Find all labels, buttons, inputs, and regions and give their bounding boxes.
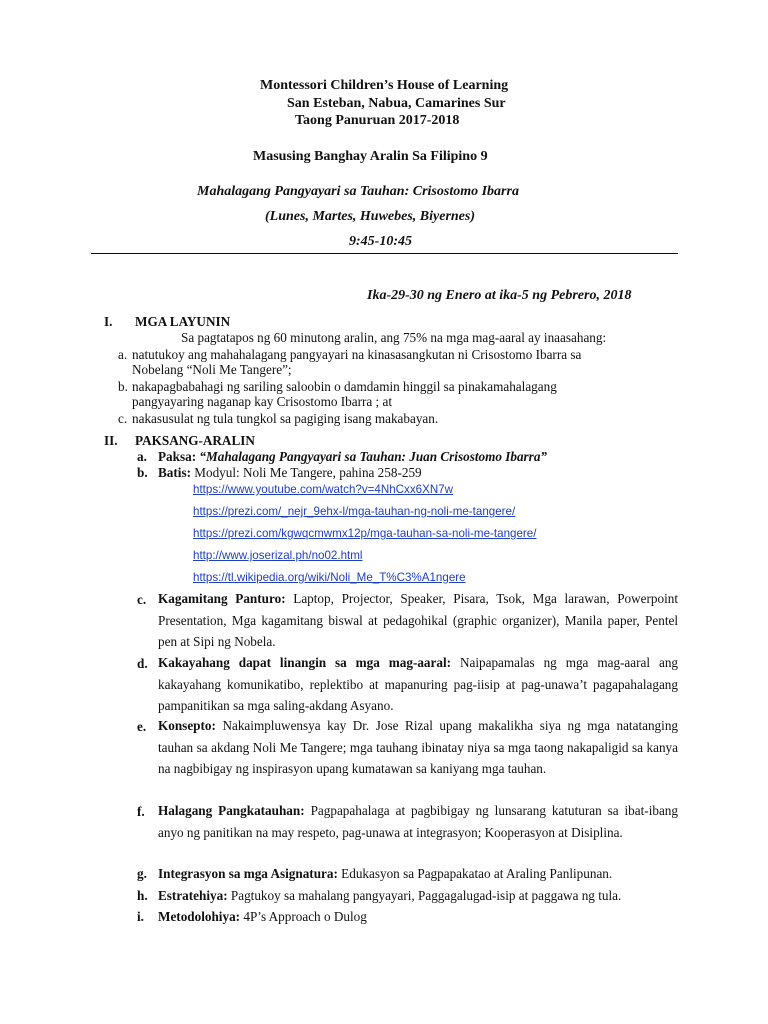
metodolohiya-row <box>158 909 367 925</box>
kagamitan-value: Laptop, Projector, Speaker, Pisara, Tsok, Mga larawan, Powerpoint Presentation, Mga kagamitang biswal at pedagohikal (graphic organizer), Manila paper, Pentel pen at Sipi ng Nobela. <box>158 591 679 649</box>
estratehiya-key: Estratehiya: <box>158 888 228 903</box>
integrasyon-label: g. <box>137 866 147 881</box>
section2-number: II. <box>104 433 118 448</box>
link-prezi-tauhan-sa-noli[interactable]: https://prezi.com/kgwqcmwmx12p/mga-tauhan-sa-noli-me-tangere/ <box>193 527 537 540</box>
section1-title: MGA LAYUNIN <box>135 314 231 329</box>
objective-c-label: c. <box>118 411 128 426</box>
plan-title: Masusing Banghay Aralin Sa Filipino 9 <box>253 149 488 164</box>
estratehiya-row <box>158 888 621 904</box>
section1-number: I. <box>104 314 113 329</box>
objective-a-line1: natutukoy ang mahahalagang pangyayari na kinasasangkutan ni Crisostomo Ibarra sa <box>132 347 582 362</box>
lesson-days: (Lunes, Martes, Huwebes, Biyernes) <box>265 209 475 224</box>
paksa-label: a. <box>137 449 147 464</box>
halaga-key: Halagang Pangkatauhan: <box>158 803 305 818</box>
kakayahan-label: d. <box>137 656 148 671</box>
integrasyon-row <box>158 866 612 882</box>
kagamitan-label: c. <box>137 592 147 607</box>
objective-b-line1: nakapagbabahagi ng sariling saloobin o damdamin hinggil sa pinakamahalagang <box>132 379 557 394</box>
metodolohiya-key: Metodolohiya: <box>158 909 241 924</box>
paksa-key: Paksa: <box>158 449 197 464</box>
link-joserizal[interactable]: http://www.joserizal.ph/no02.html <box>193 549 363 562</box>
header-divider <box>91 253 678 254</box>
lesson-time: 9:45-10:45 <box>349 234 412 249</box>
kakayahan-key: Kakayahang dapat linangin sa mga mag-aaral: <box>158 655 452 670</box>
objective-c-line1: nakasusulat ng tula tungkol sa pagiging isang makabayan. <box>132 411 439 426</box>
batis-key: Batis: <box>158 465 191 480</box>
konsepto-key: Konsepto: <box>158 718 216 733</box>
halaga-value: Pagpapahalaga at pagbibigay ng lunsarang katuturan sa ibat-ibang anyo ng panitikan na may respeto, pag-unawa at integrasyon; Kooperasyon at Disiplina. <box>158 803 678 840</box>
school-year: Taong Panuruan 2017-2018 <box>295 113 460 128</box>
section2-title: PAKSANG-ARALIN <box>135 433 255 448</box>
objective-b-label: b. <box>118 379 128 394</box>
estratehiya-value: Pagtukoy sa mahalang pangyayari, Paggagalugad-isip at paggawa ng tula. <box>230 888 622 903</box>
kakayahan-value: Naipapamalas ng mga mag-aaral ang kakayahang komunikatibo, replektibo at mapanuring pag-iisip at pag-unawa’t pagapahalagang pampanitikan sa mga saling-akdang Asyano. <box>158 655 679 713</box>
link-prezi-tauhan-ng-noli[interactable]: https://prezi.com/_nejr_9ehx-l/mga-tauhan-ng-noli-me-tangere/ <box>193 505 516 518</box>
paksa-row <box>158 449 547 465</box>
integrasyon-value: Edukasyon sa Pagpapakatao at Araling Panlipunan. <box>341 866 613 881</box>
konsepto-paragraph <box>158 715 678 780</box>
link-wikipedia[interactable]: https://tl.wikipedia.org/wiki/Noli_Me_T%C3%A1ngere <box>193 571 466 584</box>
school-name: Montessori Children’s House of Learning <box>260 78 509 93</box>
konsepto-label: e. <box>137 719 147 734</box>
konsepto-value: Nakaimpluwensya kay Dr. Jose Rizal upang makalikha siya ng mga natatanging tauhan sa akdang Noli Me Tangere; mga tauhang ibinatay niya sa mga taong nakapaligid sa kanya na nagbibigay ng inspirasyon upang kumatawan sa kaniyang mga tauhan. <box>158 718 679 776</box>
objective-b-line2: pangyayaring naganap kay Crisostomo Ibarra ; at <box>132 394 393 409</box>
objective-a-label: a. <box>118 347 128 362</box>
school-address: San Esteban, Nabua, Camarines Sur <box>287 96 506 111</box>
paksa-value: “Mahalagang Pangyayari sa Tauhan: Juan Crisostomo Ibarra” <box>199 449 548 464</box>
integrasyon-key: Integrasyon sa mga Asignatura: <box>158 866 338 881</box>
metodolohiya-value: 4P’s Approach o Dulog <box>243 909 367 924</box>
kagamitan-paragraph <box>158 588 678 653</box>
lesson-date: Ika-29-30 ng Enero at ika-5 ng Pebrero, 2018 <box>367 288 632 303</box>
kagamitan-key: Kagamitang Panturo: <box>158 591 286 606</box>
link-youtube[interactable]: https://www.youtube.com/watch?v=4NhCxx6XN7w <box>193 483 454 496</box>
objective-a-line2: Nobelang “Noli Me Tangere”; <box>132 362 292 377</box>
kakayahan-paragraph <box>158 652 678 717</box>
halaga-paragraph <box>158 800 678 843</box>
metodolohiya-label: i. <box>137 909 144 924</box>
batis-row <box>158 465 422 481</box>
batis-value: Modyul: Noli Me Tangere, pahina 258-259 <box>194 465 422 480</box>
lesson-topic: Mahalagang Pangyayari sa Tauhan: Crisostomo Ibarra <box>197 184 519 199</box>
batis-label: b. <box>137 465 148 480</box>
halaga-label: f. <box>137 804 145 819</box>
estratehiya-label: h. <box>137 888 148 903</box>
section1-intro: Sa pagtatapos ng 60 minutong aralin, ang 75% na mga mag-aaral ay inaasahang: <box>181 330 607 345</box>
